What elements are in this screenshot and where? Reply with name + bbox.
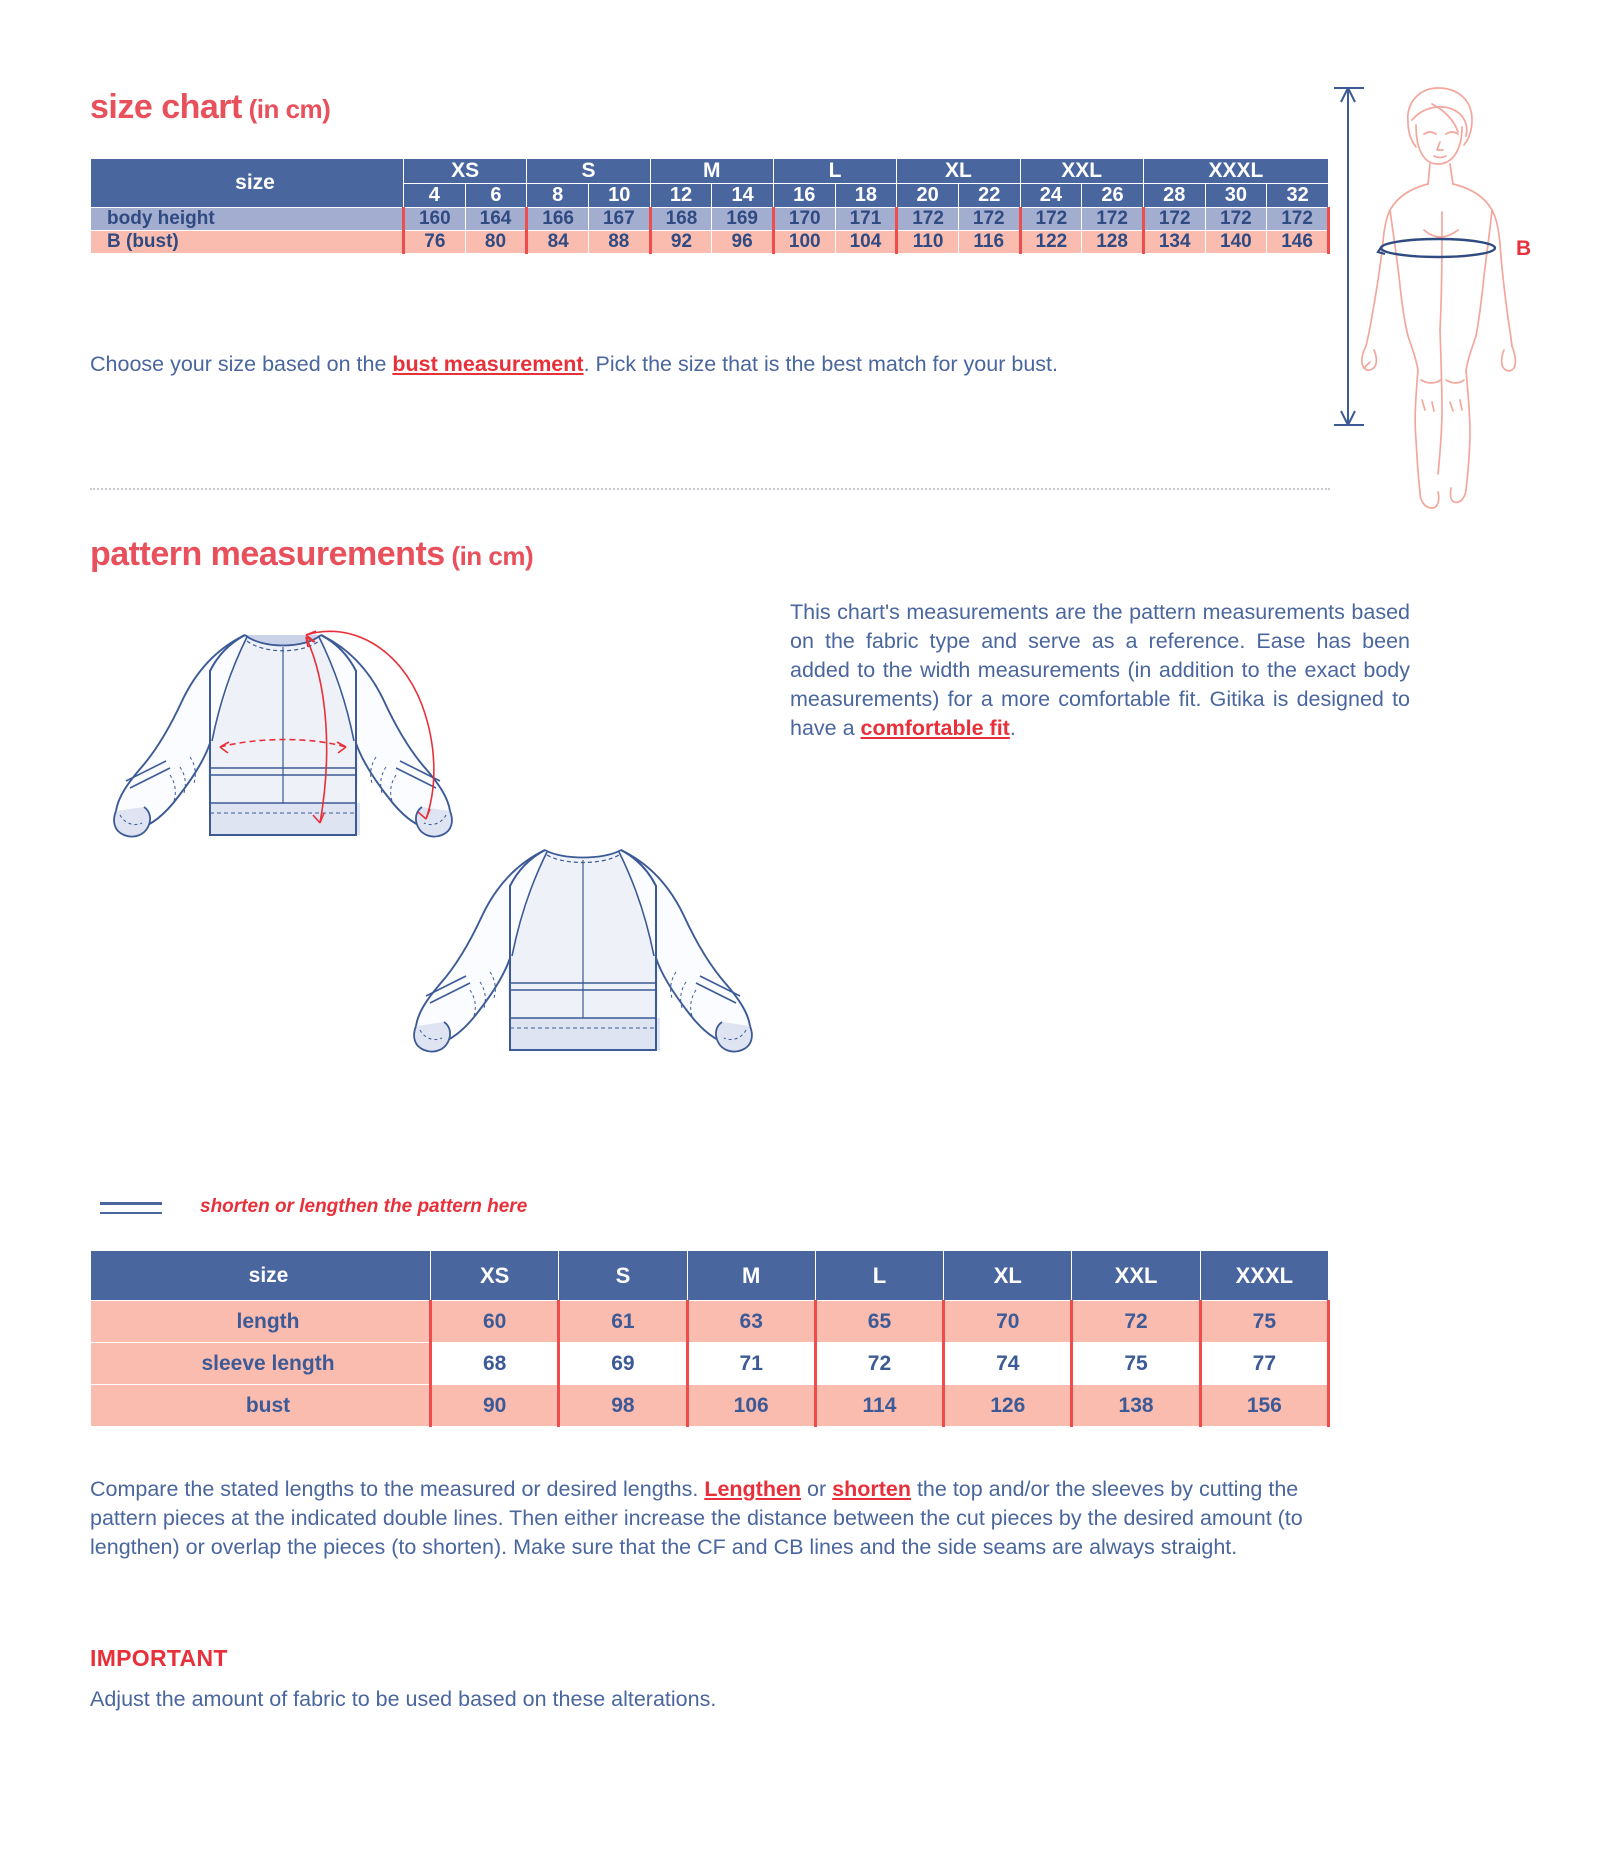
cell-bust-11: 128 [1082, 231, 1144, 254]
cell-bust-13: 140 [1205, 231, 1267, 254]
lengthen-shorten-legend-text: shorten or lengthen the pattern here [200, 1196, 528, 1217]
size-chart-label-header: size [91, 159, 404, 208]
size-chart-title-sub: (in cm) [241, 94, 331, 124]
cell-body-height-6: 170 [773, 208, 835, 231]
size-group-xs: XS [404, 159, 527, 184]
pattern-title-sub: (in cm) [444, 541, 534, 571]
pattern-title-main: pattern measurements [90, 535, 445, 573]
important-heading: IMPORTANT [90, 1645, 228, 1671]
size-chart-note [90, 350, 1340, 378]
double-line-icon [100, 1202, 162, 1221]
compare-accent-shorten: shorten [832, 1477, 911, 1501]
cell-bust-3: 88 [588, 231, 650, 254]
page-title-size-chart [90, 88, 330, 127]
compare-part1: Compare the stated lengths to the measured or desired lengths. [90, 1477, 705, 1501]
compare-mid: or [801, 1477, 833, 1501]
size-number-28: 28 [1143, 184, 1205, 208]
cell-bust-2: 84 [527, 231, 589, 254]
size-number-32: 32 [1267, 184, 1329, 208]
cell-length-l: 65 [815, 1301, 943, 1343]
size-group-m: M [650, 159, 773, 184]
cell-length-xxxl: 75 [1200, 1301, 1328, 1343]
table-row-length [91, 1301, 1329, 1343]
pattern-measurements-table [90, 1250, 1330, 1427]
size-number-22: 22 [958, 184, 1020, 208]
compare-lengths-note [90, 1475, 1360, 1561]
cell-body-height-5: 169 [712, 208, 774, 231]
cell-sleeve-l: 72 [815, 1343, 943, 1385]
size-group-s: S [527, 159, 650, 184]
size-number-30: 30 [1205, 184, 1267, 208]
cell-bust-s: 98 [559, 1385, 687, 1427]
size-number-24: 24 [1020, 184, 1082, 208]
lengthen-shorten-legend [100, 1190, 720, 1230]
cell-bust-l: 114 [815, 1385, 943, 1427]
size-chart-table [90, 158, 1330, 254]
cell-bust-xxxl: 156 [1200, 1385, 1328, 1427]
cell-body-height-12: 172 [1143, 208, 1205, 231]
page-title-pattern-measurements [90, 535, 533, 574]
row-label-bust: B (bust) [91, 231, 404, 254]
pattern-col-xxl: XXL [1072, 1251, 1200, 1301]
pattern-col-xl: XL [944, 1251, 1072, 1301]
cell-sleeve-xxxl: 77 [1200, 1343, 1328, 1385]
cell-body-height-11: 172 [1082, 208, 1144, 231]
size-number-18: 18 [835, 184, 897, 208]
pattern-col-xxxl: XXXL [1200, 1251, 1328, 1301]
garment-back-view [414, 850, 752, 1052]
compare-accent-lengthen: Lengthen [704, 1477, 802, 1501]
garment-front-view [114, 631, 452, 837]
cell-bust-0: 76 [404, 231, 466, 254]
cell-body-height-0: 160 [404, 208, 466, 231]
size-chart-table-head [91, 159, 1329, 208]
cell-body-height-7: 171 [835, 208, 897, 231]
important-text: Adjust the amount of fabric to be used based on these alterations. [90, 1687, 717, 1711]
size-number-20: 20 [897, 184, 959, 208]
pattern-label-header: size [91, 1251, 431, 1301]
cell-length-m: 63 [687, 1301, 815, 1343]
cell-body-height-13: 172 [1205, 208, 1267, 231]
size-number-4: 4 [404, 184, 466, 208]
bust-measure-label: B [1516, 237, 1532, 260]
choose-note-part1: Choose your size based on the [90, 352, 393, 376]
pattern-col-xs: XS [431, 1251, 559, 1301]
section-divider [90, 488, 1330, 490]
height-arrow-icon [1334, 88, 1364, 425]
pattern-col-s: S [559, 1251, 687, 1301]
cell-sleeve-xs: 68 [431, 1343, 559, 1385]
choose-note-part2: . Pick the size that is the best match for your bust. [583, 352, 1058, 376]
cell-sleeve-xl: 74 [944, 1343, 1072, 1385]
cell-sleeve-s: 69 [559, 1343, 687, 1385]
cell-bust-m: 106 [687, 1385, 815, 1427]
size-group-xl: XL [897, 159, 1020, 184]
cell-bust-7: 104 [835, 231, 897, 254]
cell-bust-1: 80 [465, 231, 527, 254]
size-group-xxl: XXL [1020, 159, 1143, 184]
cell-bust-xxl: 138 [1072, 1385, 1200, 1427]
cell-body-height-10: 172 [1020, 208, 1082, 231]
row-label-sleeve-length: sleeve length [91, 1343, 431, 1385]
size-group-xxxl: XXXL [1143, 159, 1328, 184]
size-group-l: L [773, 159, 896, 184]
cell-bust-14: 146 [1267, 231, 1329, 254]
row-label-bust-pattern: bust [91, 1385, 431, 1427]
cell-body-height-4: 168 [650, 208, 712, 231]
pattern-description [790, 598, 1410, 743]
size-chart-table-body [91, 208, 1329, 254]
cell-body-height-3: 167 [588, 208, 650, 231]
cell-bust-xs: 90 [431, 1385, 559, 1427]
size-number-26: 26 [1082, 184, 1144, 208]
table-row-body-height [91, 208, 1329, 231]
pattern-desc-accent: comfortable fit [860, 716, 1010, 741]
table-row-bust-pattern [91, 1385, 1329, 1427]
pattern-table-body [91, 1301, 1329, 1427]
cell-length-s: 61 [559, 1301, 687, 1343]
cell-sleeve-xxl: 75 [1072, 1343, 1200, 1385]
table-row-sleeve-length [91, 1343, 1329, 1385]
size-number-10: 10 [588, 184, 650, 208]
cell-body-height-1: 164 [465, 208, 527, 231]
cell-length-xxl: 72 [1072, 1301, 1200, 1343]
cell-length-xs: 60 [431, 1301, 559, 1343]
cell-bust-12: 134 [1143, 231, 1205, 254]
size-number-14: 14 [712, 184, 774, 208]
size-number-8: 8 [527, 184, 589, 208]
pattern-desc-part1: This chart's measurements are the pattern measurements based on the fabric type and serve as a reference. Ease has been added to the width measurements (in addition to the exact body measurements) for a more comfortable fit. Gitika is designed to have a [790, 600, 1410, 741]
compare-part2: the top and/or the sleeves by cutting the pattern pieces at the indicated double lines. Then either increase the distance between the cut pieces by the desired amount (to lengthen) or overlap the pieces (to shorten). Make sure that the CF and CB lines and the side seams are always straight. [90, 1477, 1303, 1559]
size-number-16: 16 [773, 184, 835, 208]
body-figure-illustration [1320, 80, 1600, 510]
pattern-table-header-row [91, 1251, 1329, 1301]
row-label-length: length [91, 1301, 431, 1343]
pattern-desc-part2: . [1009, 716, 1016, 741]
cell-body-height-2: 166 [527, 208, 589, 231]
cell-bust-4: 92 [650, 231, 712, 254]
size-number-6: 6 [465, 184, 527, 208]
cell-bust-6: 100 [773, 231, 835, 254]
cell-bust-5: 96 [712, 231, 774, 254]
garment-technical-drawings [70, 575, 770, 1165]
cell-bust-8: 110 [897, 231, 959, 254]
cell-length-xl: 70 [944, 1301, 1072, 1343]
row-label-body-height: body height [91, 208, 404, 231]
cell-sleeve-m: 71 [687, 1343, 815, 1385]
cell-bust-xl: 126 [944, 1385, 1072, 1427]
pattern-col-l: L [815, 1251, 943, 1301]
cell-body-height-8: 172 [897, 208, 959, 231]
body-outline [1362, 88, 1516, 508]
pattern-table-head [91, 1251, 1329, 1301]
garment-drawings-svg [70, 575, 770, 1165]
size-number-12: 12 [650, 184, 712, 208]
size-chart-title-main: size chart [90, 88, 242, 126]
pattern-col-m: M [687, 1251, 815, 1301]
choose-note-accent: bust measurement [392, 352, 584, 376]
table-row-bust [91, 231, 1329, 254]
cell-body-height-14: 172 [1267, 208, 1329, 231]
cell-body-height-9: 172 [958, 208, 1020, 231]
cell-bust-9: 116 [958, 231, 1020, 254]
cell-bust-10: 122 [1020, 231, 1082, 254]
female-body-figure-svg [1320, 80, 1600, 510]
size-chart-group-row [91, 159, 1329, 184]
